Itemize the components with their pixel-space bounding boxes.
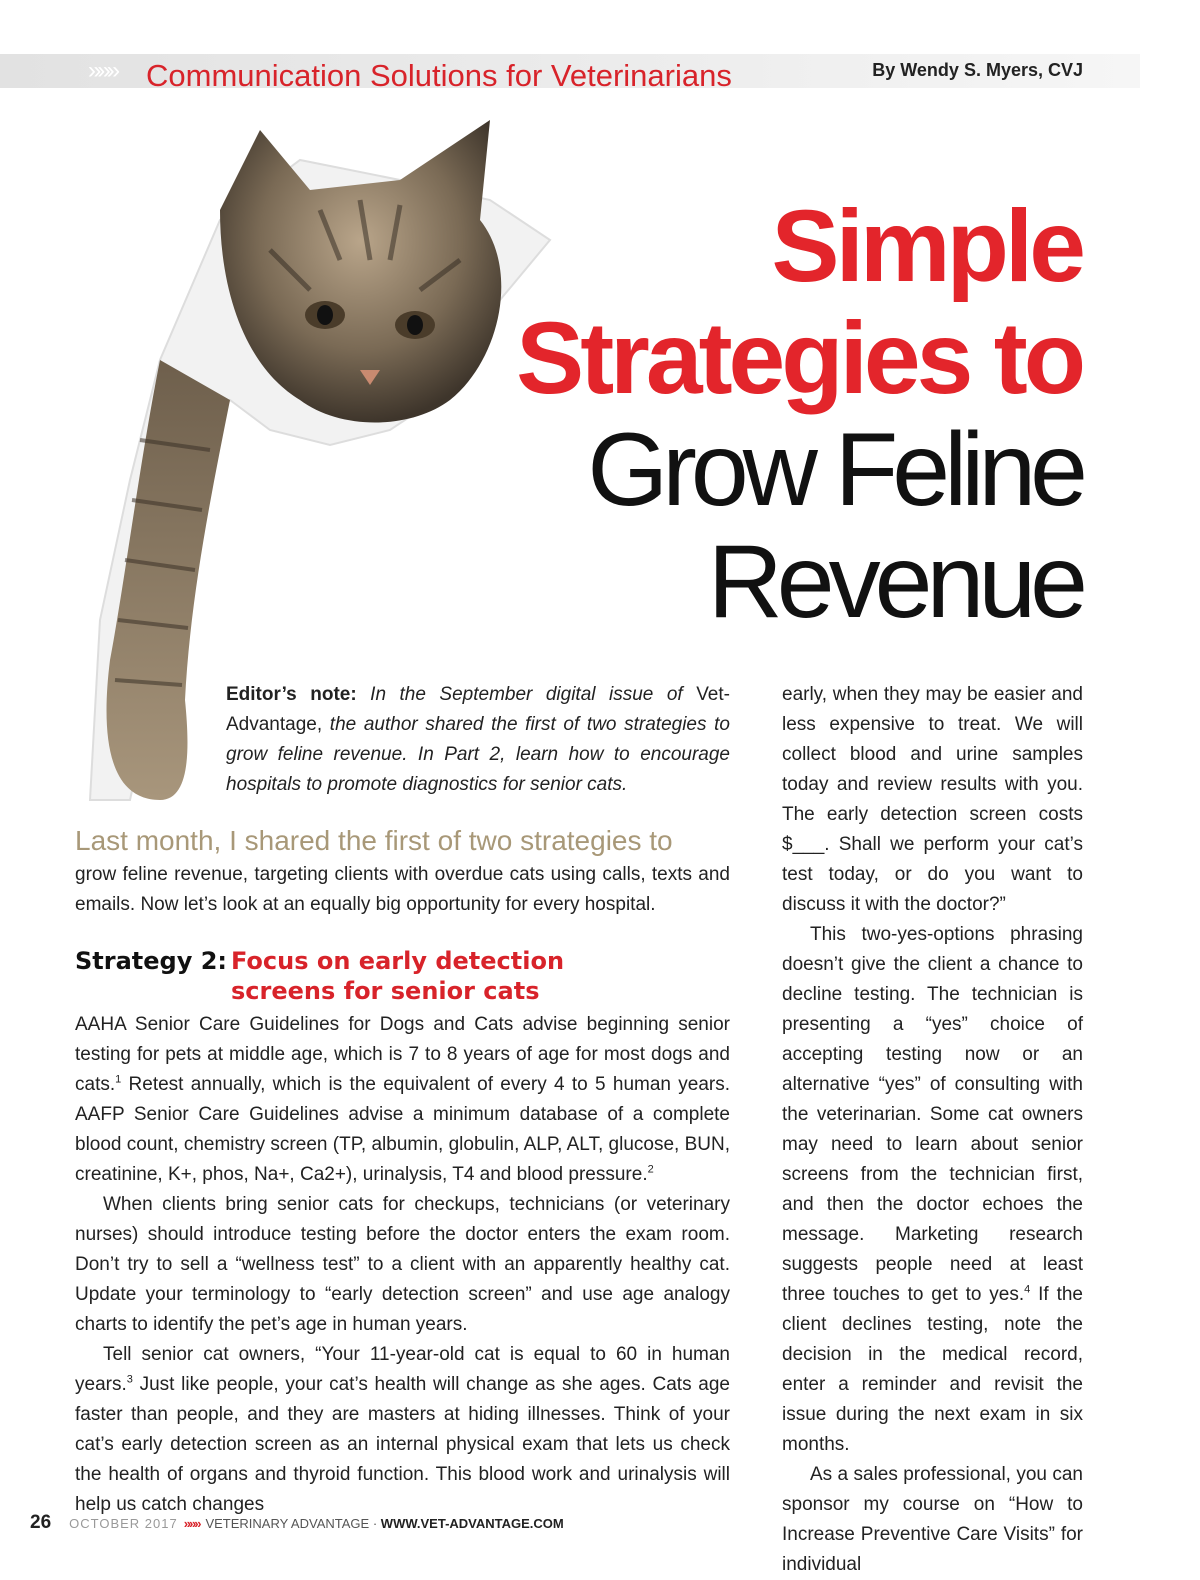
- headline: [516, 190, 1082, 638]
- editor-note: [226, 680, 730, 800]
- paragraph-3: When clients bring senior cats for checkups, technicians (or veterinary nurses) should introduce testing before the doctor enters the exam room. Don’t try to sell a “wellness test” to a client with an apparently healthy cat. Update your terminology to “early detection screen” and use age analogy charts to identify the pet’s age in human years.: [75, 1194, 730, 1335]
- page-footer: [30, 1512, 564, 1534]
- page-number: 26: [30, 1512, 52, 1533]
- paragraph-4: [75, 1340, 730, 1520]
- headline-line-2: Strategies to: [516, 301, 1082, 415]
- paragraph-2: [75, 1010, 730, 1190]
- website-link[interactable]: WWW.VET-ADVANTAGE.COM: [380, 1516, 564, 1531]
- lead-sentence: Last month, I shared the first of two strategies to: [75, 825, 673, 856]
- paragraph-2a: AAHA Senior Care Guidelines for Dogs and Cats advise beginning senior testing for pets at middle age, which is 7 to 8 years of age for most dogs and cats.: [75, 1014, 730, 1095]
- editor-note-text-a: In the September digital issue of: [356, 684, 697, 705]
- reference-1: 1: [115, 1073, 122, 1086]
- publication-name: VETERINARY ADVANTAGE: [205, 1516, 370, 1531]
- section-title: Communication Solutions for Veterinarians: [146, 58, 732, 93]
- editor-note-label: Editor’s note:: [226, 684, 357, 705]
- editor-note-publication: Vet-Advantage,: [226, 684, 730, 735]
- paragraph-4a: Tell senior cat owners, “Your 11-year-old cat is equal to 60 in human years.: [75, 1344, 730, 1395]
- reference-2: 2: [647, 1163, 654, 1176]
- right-paragraph-3: As a sales professional, you can sponsor my course on “How to Increase Preventive Care Visits” for individual: [782, 1464, 1083, 1575]
- article-column-left: [75, 822, 730, 1520]
- reference-3: 3: [126, 1373, 133, 1386]
- headline-line-3: Grow Feline: [587, 412, 1082, 528]
- paragraph-1: grow feline revenue, targeting clients with overdue cats using calls, texts and emails. Now let’s look at an equally big opportunity for every hospital.: [75, 864, 730, 915]
- right-paragraph-2a: This two-yes-options phrasing doesn’t give the client a chance to decline testing. The technician is presenting a “yes” choice of accepting testing now or an alternative “yes” of consulting with the veterinarian. Some cat owners may need to learn about senior screens from the technician first, and then the doctor echoes the message. Marketing research suggests people need at least three touches to get to yes.: [782, 924, 1083, 1305]
- strategy-label: Strategy 2:: [75, 947, 228, 975]
- issue-date: OCTOBER 2017: [69, 1516, 178, 1531]
- byline: By Wendy S. Myers, CVJ: [872, 60, 1083, 80]
- editor-note-text-b: the author shared the first of two strategies to grow feline revenue. In Part 2, learn how to encourage hospitals to promote diagnostics for senior cats.: [226, 714, 730, 795]
- right-paragraph-1: early, when they may be easier and less expensive to treat. We will collect blood and urine samples today and review results with you. The early detection screen costs $___. Shall we perform your cat’s test today, or do you want to discuss it with the doctor?”: [782, 684, 1083, 915]
- paragraph-2b: Retest annually, which is the equivalent of every 4 to 5 human years. AAFP Senior Care Guidelines advise a minimum database of a complete blood count, chemistry screen (TP, albumin, globulin, ALP, ALT, glucose, BUN, creatinine, K+, phos, Na+, Ca2+), urinalysis, T4 and blood pressure.: [75, 1074, 730, 1185]
- chevron-icon: »»»: [88, 57, 117, 84]
- footer-separator: ·: [372, 1516, 378, 1531]
- strategy-title: Focus on early detection screens for senior cats: [231, 947, 565, 1005]
- reference-4: 4: [1024, 1283, 1031, 1296]
- headline-line-4: Revenue: [707, 524, 1082, 640]
- footer-chevron-icon: »»»: [183, 1516, 200, 1531]
- headline-line-1: Simple: [771, 189, 1082, 303]
- right-paragraph-2: [782, 920, 1083, 1460]
- paragraph-4b: Just like people, your cat’s health will change as she ages. Cats age faster than people, and they are masters at hiding illnesses. Think of your cat’s early detection screen as an internal physical exam that lets us check the health of organs and thyroid function. This blood work and urinalysis will help us catch changes: [75, 1374, 730, 1515]
- strategy-heading: [75, 946, 730, 1006]
- article-column-right: [782, 680, 1083, 1580]
- right-paragraph-2b: If the client declines testing, note the decision in the medical record, enter a reminder and revisit the issue during the next exam in six months.: [782, 1284, 1083, 1455]
